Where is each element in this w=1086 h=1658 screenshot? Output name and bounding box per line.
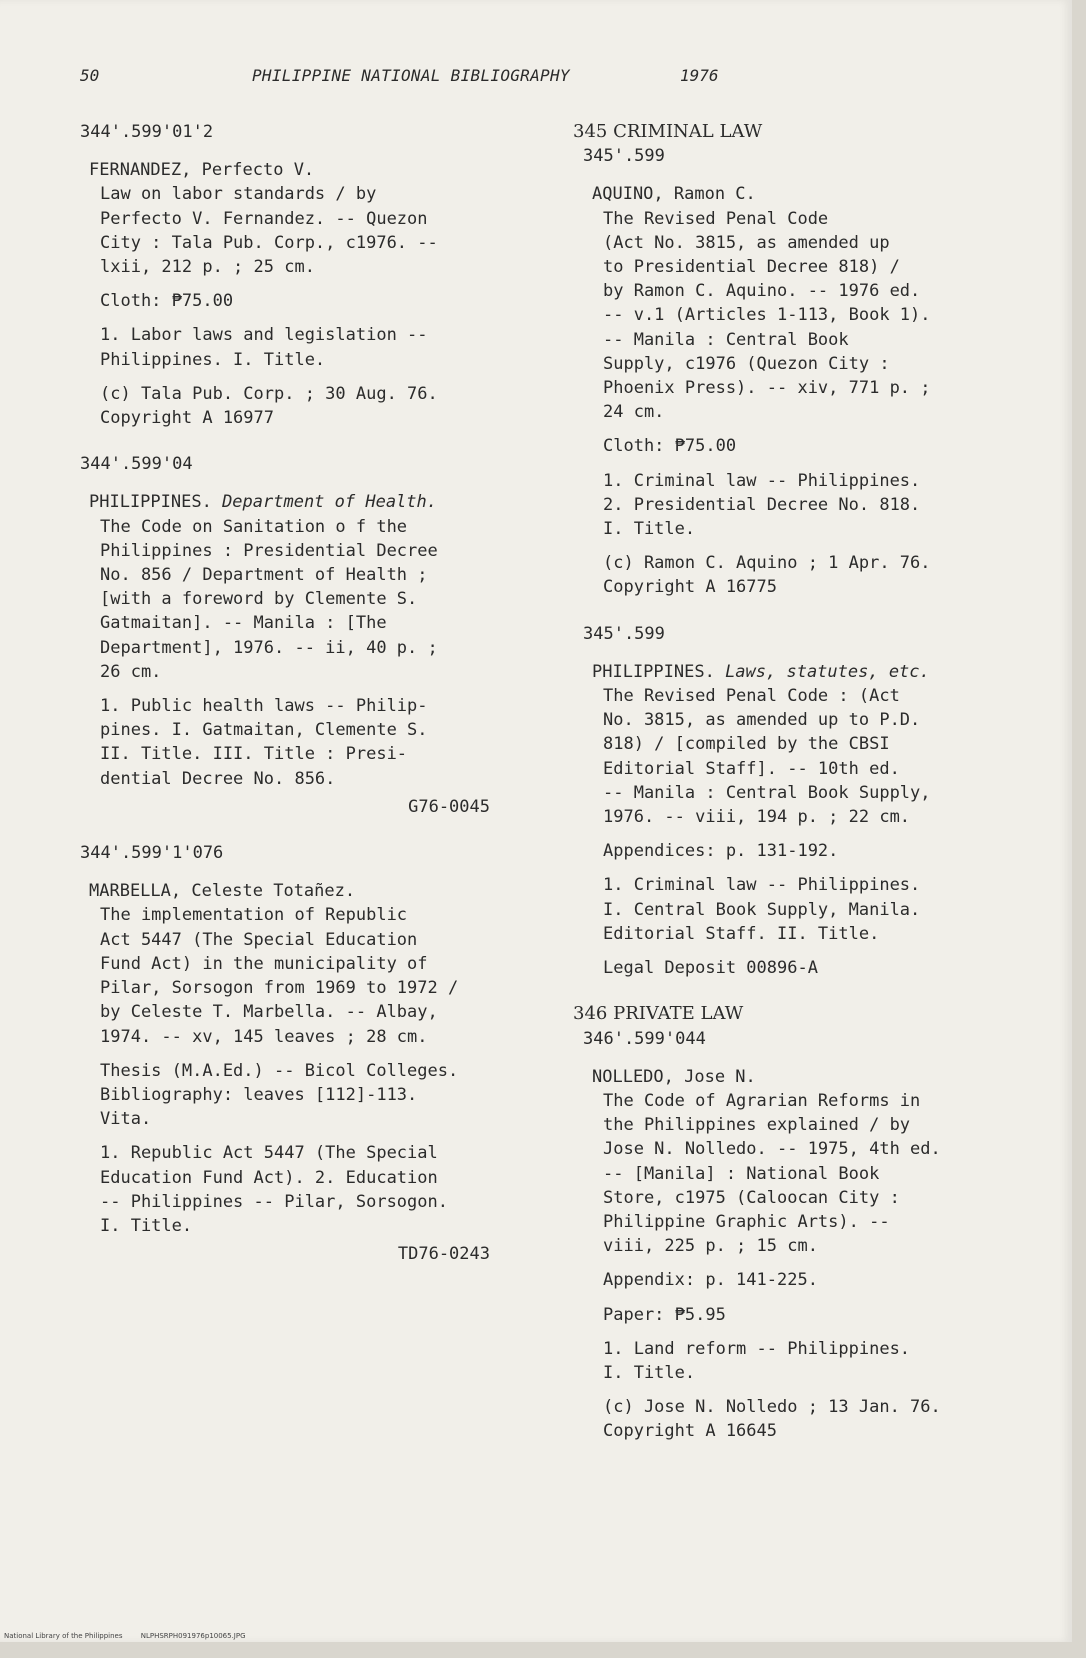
- entry-heading: NOLLEDO, Jose N.: [592, 1066, 756, 1087]
- body-line: No. 3815, as amended up to P.D.: [603, 710, 921, 731]
- note-line: 1. Public health laws -- Philip-: [100, 696, 428, 717]
- entry-note: [603, 1337, 1053, 1385]
- entry-heading: [592, 660, 1053, 684]
- body-line: -- [Manila] : National Book: [603, 1163, 880, 1184]
- entry-note: [603, 434, 1053, 458]
- lc-number: TD76-0243: [397, 1244, 490, 1265]
- body-line: viii, 225 p. ; 15 cm.: [603, 1236, 818, 1257]
- page-year: 1976: [680, 66, 719, 85]
- lc-number: G76-0045: [408, 796, 490, 817]
- note-line: (c) Tala Pub. Corp. ; 30 Aug. 76.: [100, 383, 438, 404]
- body-line: Phoenix Press). -- xiv, 771 p. ;: [603, 378, 931, 399]
- body-line: The implementation of Republic: [100, 905, 408, 926]
- body-line: The Revised Penal Code : (Act: [603, 686, 900, 707]
- heading-sub: Laws, statutes, etc.: [725, 661, 930, 682]
- body-line: Gatmaitan]. -- Manila : [The: [100, 613, 387, 634]
- body-line: 1974. -- xv, 145 leaves ; 28 cm.: [100, 1026, 428, 1047]
- heading-sub: Department of Health.: [222, 492, 437, 513]
- entry-body: [603, 207, 1053, 425]
- left-column: [80, 120, 520, 1288]
- body-line: -- Manila : Central Book: [603, 329, 849, 350]
- footer-file-id: NLPHSRPH091976p10065.JPG: [140, 1632, 246, 1640]
- catalog-entry: [573, 1002, 1053, 1443]
- body-line: 26 cm.: [100, 661, 162, 682]
- entry-note: [100, 323, 520, 371]
- body-line: [with a foreword by Clemente S.: [100, 589, 418, 610]
- note-line: -- Philippines -- Pilar, Sorsogon.: [100, 1191, 448, 1212]
- note-line: Legal Deposit 00896-A: [603, 958, 818, 979]
- note-line: 2. Presidential Decree No. 818.: [603, 494, 921, 515]
- body-line: Supply, c1976 (Quezon City :: [603, 353, 890, 374]
- body-line: lxii, 212 p. ; 25 cm.: [100, 257, 315, 278]
- note-line: Philippines. I. Title.: [100, 349, 326, 370]
- class-number: 344'.599'01'2: [80, 122, 214, 142]
- note-line: Appendix: p. 141-225.: [603, 1270, 818, 1291]
- entry-body: [100, 182, 520, 279]
- section-heading: 345 CRIMINAL LAW: [573, 121, 763, 142]
- class-number: 345'.599: [583, 146, 665, 167]
- class-number: 344'.599'1'076: [80, 843, 224, 864]
- entry-note: [100, 382, 520, 430]
- body-line: 1976. -- viii, 194 p. ; 22 cm.: [603, 807, 911, 828]
- note-line: I. Central Book Supply, Manila.: [603, 899, 921, 920]
- note-line: 1. Criminal law -- Philippines.: [603, 470, 921, 491]
- entry-note: [603, 551, 1053, 599]
- note-line: Vita.: [100, 1109, 152, 1130]
- section-heading: 346 PRIVATE LAW: [573, 1003, 744, 1025]
- entry-note: [603, 873, 1053, 946]
- class-number: 344'.599'04: [80, 454, 193, 475]
- body-line: 24 cm.: [603, 402, 665, 423]
- catalog-entry: [80, 841, 520, 1266]
- note-line: Thesis (M.A.Ed.) -- Bicol Colleges.: [100, 1060, 459, 1081]
- body-line: Store, c1975 (Caloocan City :: [603, 1187, 900, 1208]
- entry-note: [603, 1395, 1053, 1443]
- body-line: Philippine Graphic Arts). --: [603, 1211, 890, 1232]
- note-line: 1. Labor laws and legislation --: [100, 325, 428, 346]
- note-line: Appendices: p. 131-192.: [603, 841, 839, 862]
- body-line: The Code of Agrarian Reforms in: [603, 1090, 921, 1111]
- right-column: [573, 120, 1053, 1466]
- body-line: Act 5447 (The Special Education: [100, 929, 418, 950]
- body-line: Jose N. Nolledo. -- 1975, 4th ed.: [603, 1139, 941, 1160]
- entry-note: [603, 839, 1053, 863]
- body-line: The Code on Sanitation o f the: [100, 516, 408, 537]
- note-line: I. Title.: [603, 519, 696, 540]
- entry-note: [603, 1303, 1053, 1327]
- entry-heading: FERNANDEZ, Perfecto V.: [89, 160, 315, 181]
- body-line: Perfecto V. Fernandez. -- Quezon: [100, 208, 428, 229]
- entry-note: [100, 694, 520, 791]
- entry-body: [603, 684, 1053, 829]
- entry-note: [603, 469, 1053, 542]
- entry-body: [100, 903, 520, 1048]
- note-line: II. Title. III. Title : Presi-: [100, 744, 408, 765]
- entry-note: [100, 289, 520, 313]
- entry-heading: AQUINO, Ramon C.: [592, 184, 756, 205]
- note-line: 1. Land reform -- Philippines.: [603, 1338, 911, 1359]
- note-line: Cloth: ₱75.00: [100, 291, 234, 312]
- body-line: to Presidential Decree 818) /: [603, 257, 900, 278]
- entry-note: [603, 956, 1053, 980]
- class-number: 346'.599'044: [583, 1028, 706, 1049]
- note-line: 1. Republic Act 5447 (The Special: [100, 1143, 438, 1164]
- note-line: Copyright A 16775: [603, 577, 777, 598]
- footer-source: National Library of the Philippines: [4, 1632, 123, 1640]
- body-line: by Celeste T. Marbella. -- Albay,: [100, 1002, 438, 1023]
- page-number: 50: [80, 66, 100, 85]
- class-number: 345'.599: [583, 623, 665, 644]
- entry-body: [603, 1089, 1053, 1258]
- note-line: dential Decree No. 856.: [100, 768, 336, 789]
- note-line: Editorial Staff. II. Title.: [603, 923, 880, 944]
- scan-footer: [4, 1632, 246, 1640]
- note-line: Copyright A 16977: [100, 408, 274, 429]
- body-line: by Ramon C. Aquino. -- 1976 ed.: [603, 281, 921, 302]
- body-line: Law on labor standards / by: [100, 184, 377, 205]
- entry-heading: MARBELLA, Celeste Totañez.: [89, 881, 356, 902]
- entry-note: [100, 1141, 520, 1238]
- note-line: I. Title.: [100, 1215, 193, 1236]
- note-line: pines. I. Gatmaitan, Clemente S.: [100, 720, 428, 741]
- body-line: the Philippines explained / by: [603, 1115, 911, 1136]
- body-line: The Revised Penal Code: [603, 208, 829, 229]
- body-line: Philippines : Presidential Decree: [100, 540, 438, 561]
- note-line: Copyright A 16645: [603, 1421, 777, 1442]
- note-line: Paper: ₱5.95: [603, 1304, 726, 1325]
- body-line: -- Manila : Central Book Supply,: [603, 782, 931, 803]
- note-line: Cloth: ₱75.00: [603, 436, 737, 457]
- note-line: I. Title.: [603, 1362, 696, 1383]
- note-line: (c) Jose N. Nolledo ; 13 Jan. 76.: [603, 1397, 941, 1418]
- note-line: (c) Ramon C. Aquino ; 1 Apr. 76.: [603, 553, 931, 574]
- body-line: -- v.1 (Articles 1-113, Book 1).: [603, 305, 931, 326]
- body-line: 818) / [compiled by the CBSI: [603, 734, 890, 755]
- note-line: Education Fund Act). 2. Education: [100, 1167, 438, 1188]
- note-line: Bibliography: leaves [112]-113.: [100, 1084, 418, 1105]
- catalog-entry: [80, 120, 520, 430]
- body-line: Editorial Staff]. -- 10th ed.: [603, 758, 900, 779]
- body-line: City : Tala Pub. Corp., c1976. --: [100, 232, 438, 253]
- entry-note: [100, 1059, 520, 1132]
- entry-body: [100, 515, 520, 684]
- entry-heading: [89, 490, 520, 514]
- note-line: 1. Criminal law -- Philippines.: [603, 875, 921, 896]
- body-line: Fund Act) in the municipality of: [100, 953, 428, 974]
- heading-main: PHILIPPINES.: [89, 492, 223, 513]
- heading-main: PHILIPPINES.: [592, 661, 726, 682]
- body-line: Department], 1976. -- ii, 40 p. ;: [100, 637, 438, 658]
- catalog-entry: [80, 452, 520, 819]
- catalog-entry: [573, 120, 1053, 600]
- page-title: PHILIPPINE NATIONAL BIBLIOGRAPHY: [252, 66, 570, 85]
- body-line: Pilar, Sorsogon from 1969 to 1972 /: [100, 978, 459, 999]
- body-line: No. 856 / Department of Health ;: [100, 565, 428, 586]
- body-line: (Act No. 3815, as amended up: [603, 232, 890, 253]
- entry-note: [603, 1268, 1053, 1292]
- catalog-entry: [583, 622, 1053, 981]
